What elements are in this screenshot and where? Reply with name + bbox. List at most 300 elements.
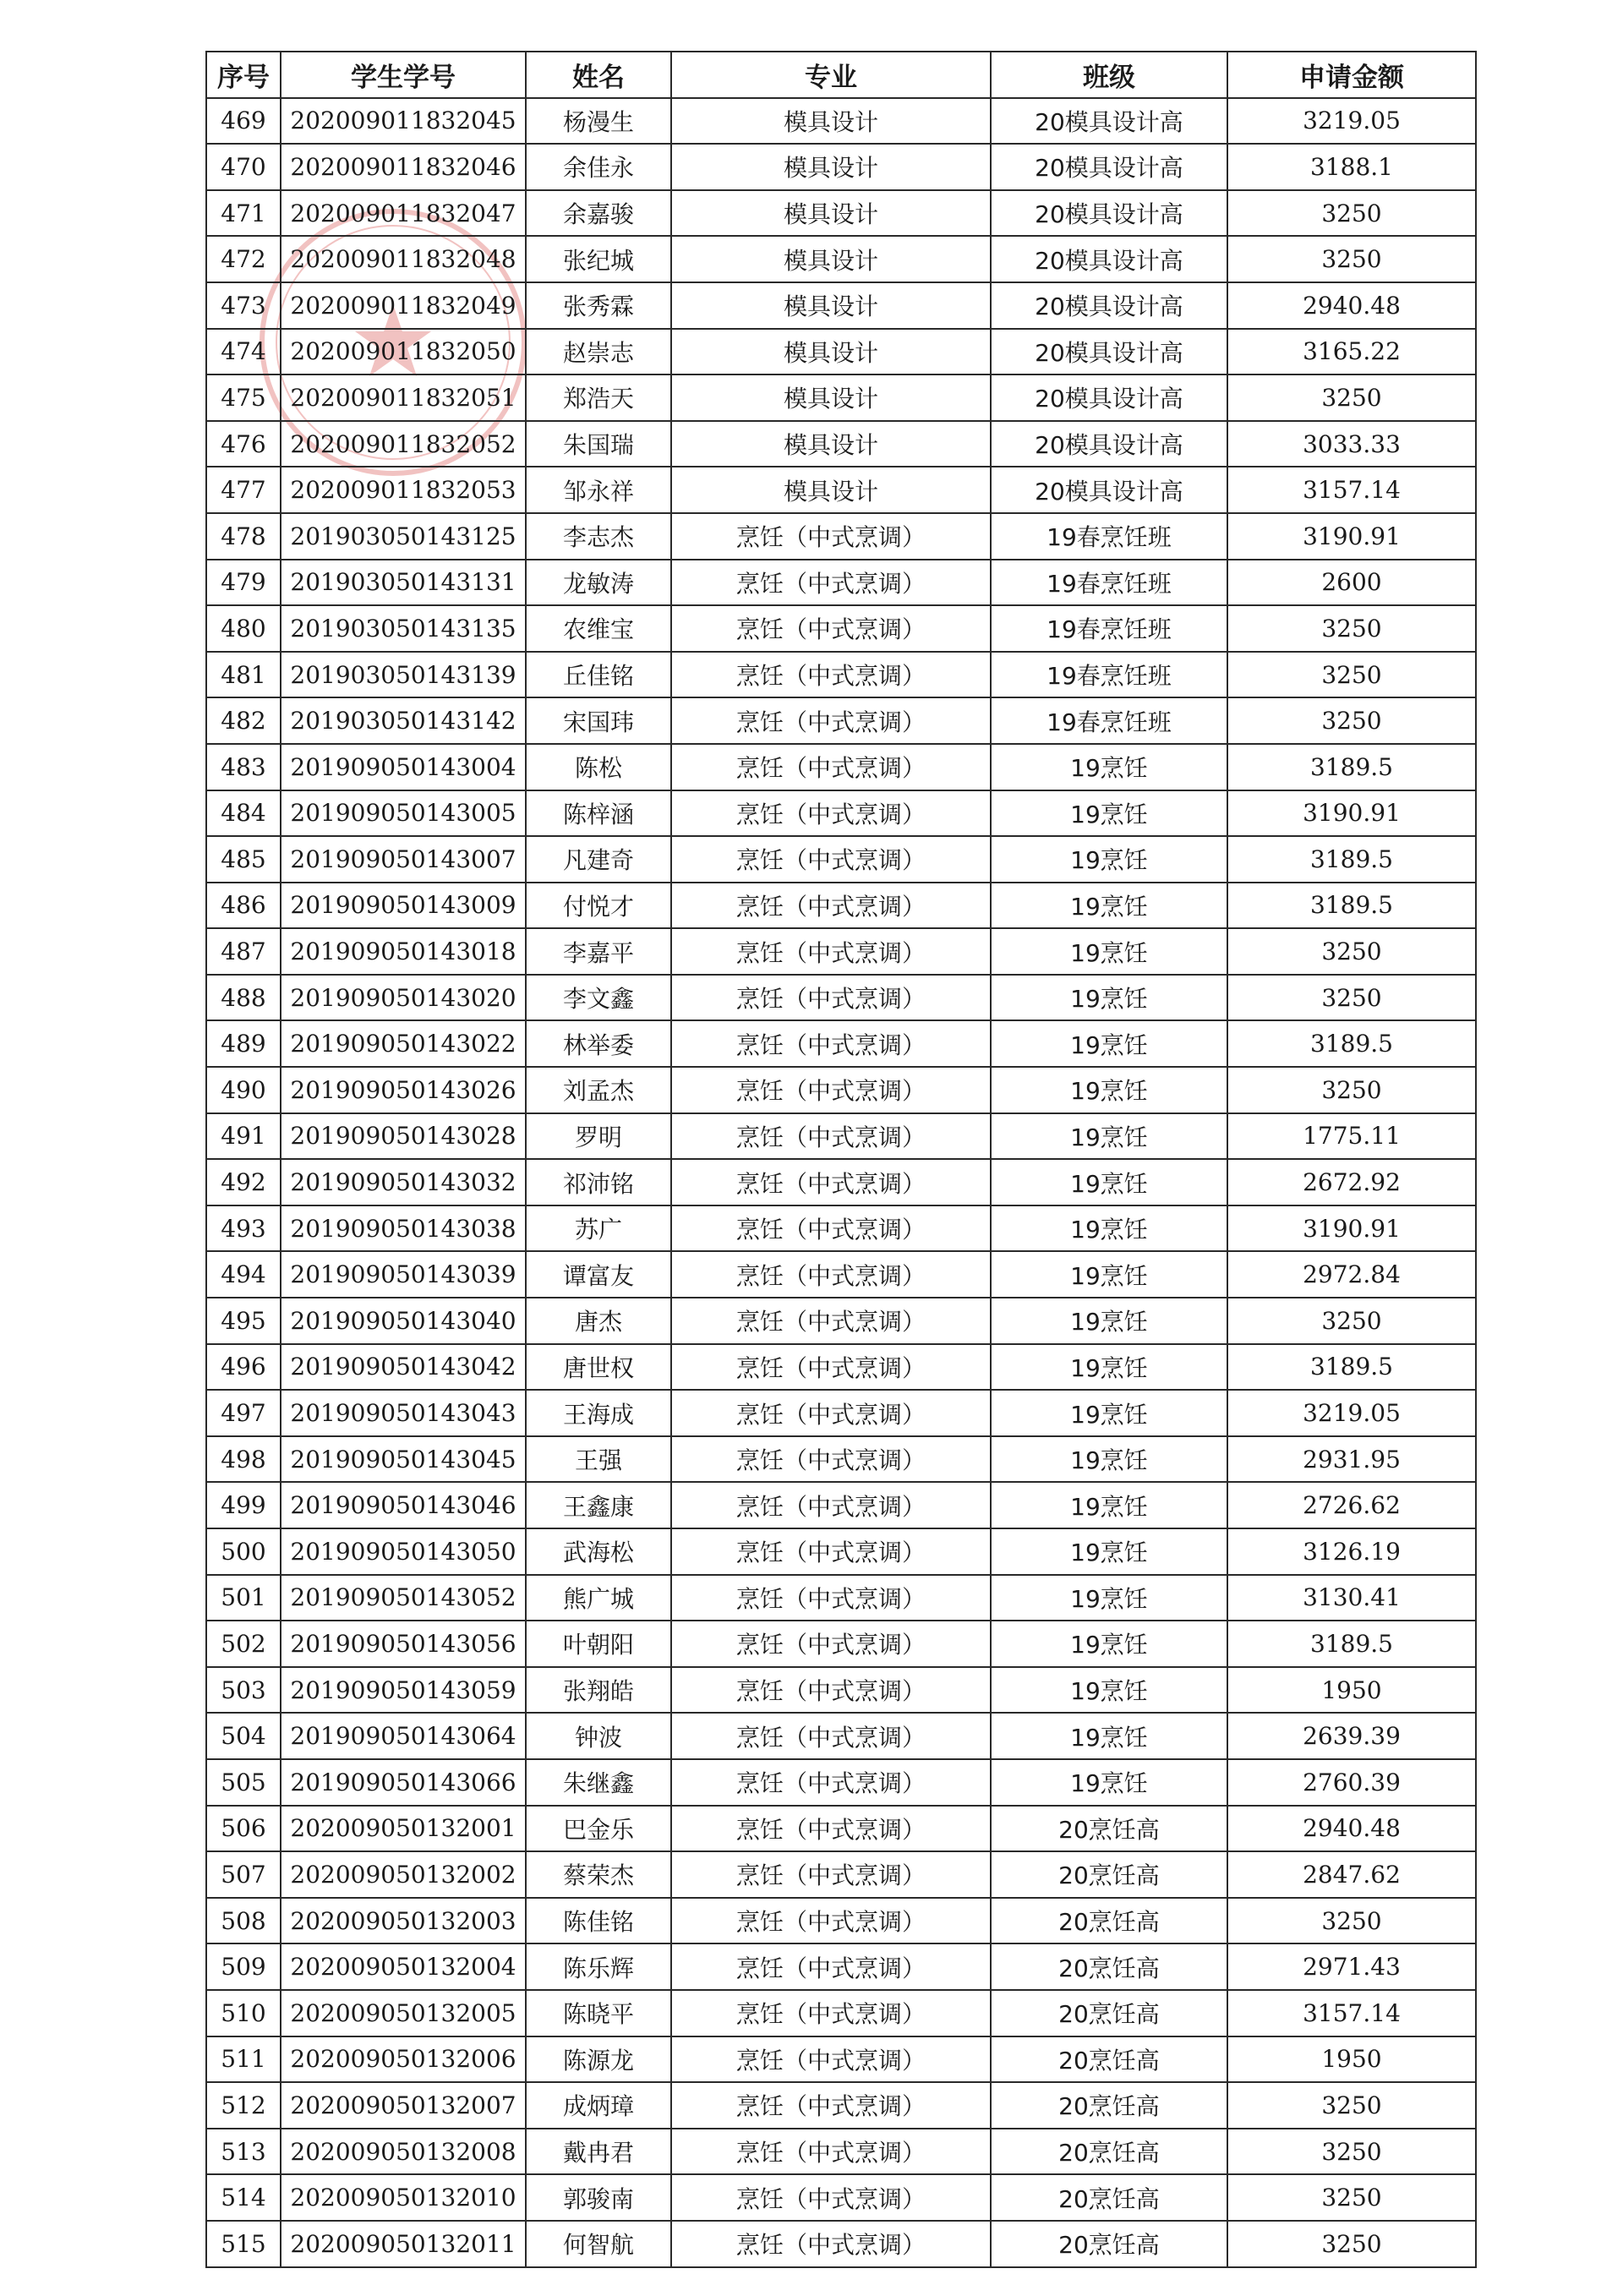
cell-student-id: 202009011832045 — [281, 98, 526, 145]
table-row — [206, 1298, 1476, 1344]
cell-class: 20烹饪高 — [991, 2129, 1227, 2175]
cell-class: 20烹饪高 — [991, 2174, 1227, 2221]
cell-seq: 487 — [206, 928, 281, 975]
cell-seq: 495 — [206, 1298, 281, 1344]
cell-seq: 477 — [206, 467, 281, 513]
cell-seq: 505 — [206, 1759, 281, 1806]
cell-major: 烹饪（中式烹调） — [671, 1067, 991, 1113]
cell-name: 何智航 — [526, 2221, 671, 2267]
cell-amount: 1950 — [1227, 1667, 1476, 1714]
cell-name: 谭富友 — [526, 1251, 671, 1298]
cell-major: 烹饪（中式烹调） — [671, 1898, 991, 1944]
cell-class: 19烹饪 — [991, 1205, 1227, 1252]
table-row — [206, 1575, 1476, 1621]
cell-seq: 491 — [206, 1113, 281, 1160]
cell-major: 烹饪（中式烹调） — [671, 1436, 991, 1483]
cell-class: 20模具设计高 — [991, 236, 1227, 282]
cell-seq: 496 — [206, 1344, 281, 1391]
cell-class: 19烹饪 — [991, 1390, 1227, 1436]
cell-name: 陈源龙 — [526, 2036, 671, 2083]
table-row — [206, 975, 1476, 1021]
cell-major: 烹饪（中式烹调） — [671, 790, 991, 837]
cell-major: 烹饪（中式烹调） — [671, 513, 991, 560]
table-row — [206, 1067, 1476, 1113]
cell-amount: 3033.33 — [1227, 421, 1476, 467]
cell-name: 罗明 — [526, 1113, 671, 1160]
cell-name: 唐世权 — [526, 1344, 671, 1391]
cell-student-id: 201909050143050 — [281, 1528, 526, 1575]
cell-class: 19烹饪 — [991, 1575, 1227, 1621]
cell-class: 19烹饪 — [991, 1621, 1227, 1667]
cell-major: 烹饪（中式烹调） — [671, 1621, 991, 1667]
cell-major: 烹饪（中式烹调） — [671, 2129, 991, 2175]
cell-student-id: 201909050143056 — [281, 1621, 526, 1667]
cell-amount: 3250 — [1227, 2129, 1476, 2175]
table-row — [206, 1898, 1476, 1944]
table-row — [206, 1020, 1476, 1067]
cell-class: 20模具设计高 — [991, 282, 1227, 329]
cell-name: 丘佳铭 — [526, 652, 671, 698]
cell-major: 模具设计 — [671, 421, 991, 467]
cell-seq: 474 — [206, 329, 281, 375]
cell-student-id: 202009011832047 — [281, 190, 526, 237]
cell-seq: 499 — [206, 1482, 281, 1528]
cell-student-id: 201909050143028 — [281, 1113, 526, 1160]
cell-major: 模具设计 — [671, 329, 991, 375]
cell-student-id: 201909050143042 — [281, 1344, 526, 1391]
cell-class: 19烹饪 — [991, 1067, 1227, 1113]
cell-major: 烹饪（中式烹调） — [671, 2082, 991, 2129]
cell-seq: 478 — [206, 513, 281, 560]
cell-class: 20模具设计高 — [991, 98, 1227, 145]
cell-class: 20模具设计高 — [991, 190, 1227, 237]
cell-major: 烹饪（中式烹调） — [671, 1943, 991, 1990]
table-row — [206, 928, 1476, 975]
table-row — [206, 836, 1476, 883]
table-row — [206, 1436, 1476, 1483]
cell-amount: 3190.91 — [1227, 513, 1476, 560]
cell-class: 19春烹饪班 — [991, 697, 1227, 744]
table-row — [206, 1851, 1476, 1898]
cell-student-id: 201909050143059 — [281, 1667, 526, 1714]
cell-class: 19烹饪 — [991, 1436, 1227, 1483]
cell-class: 19烹饪 — [991, 883, 1227, 929]
cell-class: 20烹饪高 — [991, 2036, 1227, 2083]
cell-student-id: 202009050132003 — [281, 1898, 526, 1944]
cell-student-id: 201903050143139 — [281, 652, 526, 698]
cell-name: 陈梓涵 — [526, 790, 671, 837]
cell-amount: 3189.5 — [1227, 883, 1476, 929]
cell-amount: 3250 — [1227, 975, 1476, 1021]
cell-seq: 484 — [206, 790, 281, 837]
cell-amount: 3250 — [1227, 605, 1476, 652]
cell-seq: 471 — [206, 190, 281, 237]
cell-name: 戴冉君 — [526, 2129, 671, 2175]
cell-major: 烹饪（中式烹调） — [671, 1713, 991, 1759]
cell-student-id: 202009050132011 — [281, 2221, 526, 2267]
cell-major: 烹饪（中式烹调） — [671, 1851, 991, 1898]
table-body — [206, 98, 1476, 2267]
table-row — [206, 1943, 1476, 1990]
cell-major: 烹饪（中式烹调） — [671, 2174, 991, 2221]
header-student-id: 学生学号 — [281, 52, 526, 98]
cell-seq: 503 — [206, 1667, 281, 1714]
cell-name: 苏广 — [526, 1205, 671, 1252]
cell-seq: 500 — [206, 1528, 281, 1575]
cell-amount: 3250 — [1227, 2221, 1476, 2267]
cell-major: 烹饪（中式烹调） — [671, 1298, 991, 1344]
cell-seq: 475 — [206, 374, 281, 421]
cell-class: 20模具设计高 — [991, 421, 1227, 467]
cell-major: 烹饪（中式烹调） — [671, 928, 991, 975]
cell-class: 19烹饪 — [991, 1713, 1227, 1759]
cell-amount: 3250 — [1227, 928, 1476, 975]
cell-name: 武海松 — [526, 1528, 671, 1575]
cell-student-id: 201909050143026 — [281, 1067, 526, 1113]
cell-class: 19春烹饪班 — [991, 605, 1227, 652]
cell-class: 19烹饪 — [991, 1251, 1227, 1298]
table-row — [206, 374, 1476, 421]
cell-name: 朱国瑞 — [526, 421, 671, 467]
cell-seq: 486 — [206, 883, 281, 929]
cell-class: 19烹饪 — [991, 1159, 1227, 1205]
cell-student-id: 201909050143045 — [281, 1436, 526, 1483]
cell-name: 郑浩天 — [526, 374, 671, 421]
cell-major: 烹饪（中式烹调） — [671, 1251, 991, 1298]
table-row — [206, 144, 1476, 190]
cell-amount: 3188.1 — [1227, 144, 1476, 190]
cell-name: 余嘉骏 — [526, 190, 671, 237]
cell-major: 模具设计 — [671, 282, 991, 329]
cell-student-id: 202009050132002 — [281, 1851, 526, 1898]
cell-class: 20烹饪高 — [991, 1943, 1227, 1990]
cell-seq: 481 — [206, 652, 281, 698]
cell-class: 19烹饪 — [991, 928, 1227, 975]
header-name: 姓名 — [526, 52, 671, 98]
cell-student-id: 202009011832048 — [281, 236, 526, 282]
cell-amount: 3250 — [1227, 236, 1476, 282]
cell-seq: 508 — [206, 1898, 281, 1944]
cell-seq: 485 — [206, 836, 281, 883]
table-row — [206, 605, 1476, 652]
cell-name: 农维宝 — [526, 605, 671, 652]
cell-seq: 506 — [206, 1806, 281, 1852]
cell-student-id: 202009011832046 — [281, 144, 526, 190]
cell-major: 烹饪（中式烹调） — [671, 1528, 991, 1575]
cell-major: 烹饪（中式烹调） — [671, 1390, 991, 1436]
cell-amount: 2847.62 — [1227, 1851, 1476, 1898]
cell-major: 烹饪（中式烹调） — [671, 1667, 991, 1714]
table-row — [206, 2221, 1476, 2267]
cell-name: 邹永祥 — [526, 467, 671, 513]
cell-amount: 3126.19 — [1227, 1528, 1476, 1575]
cell-student-id: 201909050143066 — [281, 1759, 526, 1806]
table-row — [206, 329, 1476, 375]
cell-amount: 2971.43 — [1227, 1943, 1476, 1990]
cell-student-id: 201909050143007 — [281, 836, 526, 883]
header-class: 班级 — [991, 52, 1227, 98]
cell-class: 20烹饪高 — [991, 1898, 1227, 1944]
cell-major: 烹饪（中式烹调） — [671, 1113, 991, 1160]
cell-student-id: 201909050143043 — [281, 1390, 526, 1436]
table-row — [206, 697, 1476, 744]
cell-student-id: 202009050132005 — [281, 1990, 526, 2036]
cell-major: 模具设计 — [671, 190, 991, 237]
cell-major: 烹饪（中式烹调） — [671, 975, 991, 1021]
cell-student-id: 201909050143046 — [281, 1482, 526, 1528]
cell-name: 付悦才 — [526, 883, 671, 929]
cell-class: 19春烹饪班 — [991, 513, 1227, 560]
cell-amount: 3130.41 — [1227, 1575, 1476, 1621]
cell-major: 烹饪（中式烹调） — [671, 652, 991, 698]
cell-amount: 3250 — [1227, 190, 1476, 237]
cell-student-id: 201903050143135 — [281, 605, 526, 652]
table-row — [206, 790, 1476, 837]
cell-amount: 3250 — [1227, 2082, 1476, 2129]
cell-major: 烹饪（中式烹调） — [671, 1344, 991, 1391]
cell-major: 烹饪（中式烹调） — [671, 560, 991, 606]
cell-class: 19烹饪 — [991, 1759, 1227, 1806]
cell-amount: 3219.05 — [1227, 98, 1476, 145]
cell-name: 王强 — [526, 1436, 671, 1483]
cell-class: 19烹饪 — [991, 744, 1227, 790]
cell-name: 郭骏南 — [526, 2174, 671, 2221]
cell-name: 凡建奇 — [526, 836, 671, 883]
cell-amount: 3190.91 — [1227, 1205, 1476, 1252]
cell-class: 19烹饪 — [991, 1528, 1227, 1575]
cell-amount: 3165.22 — [1227, 329, 1476, 375]
cell-class: 20模具设计高 — [991, 374, 1227, 421]
cell-major: 烹饪（中式烹调） — [671, 1205, 991, 1252]
cell-seq: 480 — [206, 605, 281, 652]
cell-name: 林举委 — [526, 1020, 671, 1067]
cell-name: 王鑫康 — [526, 1482, 671, 1528]
cell-seq: 513 — [206, 2129, 281, 2175]
cell-seq: 473 — [206, 282, 281, 329]
cell-student-id: 202009011832049 — [281, 282, 526, 329]
table-row — [206, 2082, 1476, 2129]
cell-seq: 507 — [206, 1851, 281, 1898]
cell-name: 杨漫生 — [526, 98, 671, 145]
cell-name: 张纪城 — [526, 236, 671, 282]
cell-student-id: 201909050143005 — [281, 790, 526, 837]
cell-amount: 3189.5 — [1227, 836, 1476, 883]
cell-name: 李志杰 — [526, 513, 671, 560]
cell-seq: 494 — [206, 1251, 281, 1298]
cell-seq: 492 — [206, 1159, 281, 1205]
cell-seq: 514 — [206, 2174, 281, 2221]
cell-student-id: 201909050143022 — [281, 1020, 526, 1067]
cell-name: 赵崇志 — [526, 329, 671, 375]
cell-class: 20烹饪高 — [991, 1990, 1227, 2036]
cell-amount: 3250 — [1227, 2174, 1476, 2221]
cell-major: 烹饪（中式烹调） — [671, 1759, 991, 1806]
cell-name: 熊广城 — [526, 1575, 671, 1621]
cell-seq: 501 — [206, 1575, 281, 1621]
cell-major: 模具设计 — [671, 236, 991, 282]
cell-seq: 472 — [206, 236, 281, 282]
table-row — [206, 652, 1476, 698]
cell-amount: 3219.05 — [1227, 1390, 1476, 1436]
cell-name: 巴金乐 — [526, 1806, 671, 1852]
cell-amount: 3189.5 — [1227, 1020, 1476, 1067]
table-row — [206, 1713, 1476, 1759]
cell-class: 20烹饪高 — [991, 1806, 1227, 1852]
table-row — [206, 190, 1476, 237]
cell-major: 烹饪（中式烹调） — [671, 605, 991, 652]
cell-class: 20模具设计高 — [991, 144, 1227, 190]
table-row — [206, 2174, 1476, 2221]
cell-class: 19烹饪 — [991, 1113, 1227, 1160]
cell-class: 19烹饪 — [991, 1667, 1227, 1714]
cell-student-id: 201909050143032 — [281, 1159, 526, 1205]
cell-student-id: 202009050132010 — [281, 2174, 526, 2221]
cell-amount: 1775.11 — [1227, 1113, 1476, 1160]
cell-name: 王海成 — [526, 1390, 671, 1436]
cell-name: 陈松 — [526, 744, 671, 790]
cell-major: 烹饪（中式烹调） — [671, 2036, 991, 2083]
cell-major: 烹饪（中式烹调） — [671, 1020, 991, 1067]
table-row — [206, 1621, 1476, 1667]
cell-class: 19烹饪 — [991, 790, 1227, 837]
cell-seq: 498 — [206, 1436, 281, 1483]
cell-major: 烹饪（中式烹调） — [671, 744, 991, 790]
table-row — [206, 98, 1476, 145]
header-amount: 申请金额 — [1227, 52, 1476, 98]
cell-amount: 3250 — [1227, 697, 1476, 744]
cell-major: 烹饪（中式烹调） — [671, 1806, 991, 1852]
cell-student-id: 201909050143020 — [281, 975, 526, 1021]
cell-seq: 490 — [206, 1067, 281, 1113]
table-row — [206, 282, 1476, 329]
table-row — [206, 513, 1476, 560]
cell-seq: 493 — [206, 1205, 281, 1252]
cell-amount: 3189.5 — [1227, 744, 1476, 790]
cell-class: 20模具设计高 — [991, 467, 1227, 513]
cell-student-id: 202009050132006 — [281, 2036, 526, 2083]
cell-class: 19春烹饪班 — [991, 560, 1227, 606]
table-row — [206, 2129, 1476, 2175]
cell-seq: 497 — [206, 1390, 281, 1436]
cell-amount: 3250 — [1227, 374, 1476, 421]
cell-major: 烹饪（中式烹调） — [671, 697, 991, 744]
cell-name: 成炳璋 — [526, 2082, 671, 2129]
cell-student-id: 202009050132007 — [281, 2082, 526, 2129]
cell-amount: 3190.91 — [1227, 790, 1476, 837]
cell-name: 陈乐辉 — [526, 1943, 671, 1990]
cell-seq: 476 — [206, 421, 281, 467]
cell-major: 模具设计 — [671, 144, 991, 190]
cell-student-id: 202009011832050 — [281, 329, 526, 375]
cell-student-id: 201909050143039 — [281, 1251, 526, 1298]
cell-student-id: 201909050143064 — [281, 1713, 526, 1759]
cell-amount: 2940.48 — [1227, 282, 1476, 329]
cell-name: 叶朝阳 — [526, 1621, 671, 1667]
cell-student-id: 202009050132008 — [281, 2129, 526, 2175]
cell-class: 20模具设计高 — [991, 329, 1227, 375]
subsidy-application-table — [205, 51, 1477, 2268]
cell-class: 19烹饪 — [991, 836, 1227, 883]
cell-name: 余佳永 — [526, 144, 671, 190]
cell-amount: 3157.14 — [1227, 467, 1476, 513]
table-row — [206, 1528, 1476, 1575]
cell-amount: 2972.84 — [1227, 1251, 1476, 1298]
cell-name: 朱继鑫 — [526, 1759, 671, 1806]
cell-seq: 511 — [206, 2036, 281, 2083]
cell-class: 20烹饪高 — [991, 2082, 1227, 2129]
cell-major: 烹饪（中式烹调） — [671, 836, 991, 883]
cell-major: 模具设计 — [671, 98, 991, 145]
cell-student-id: 202009050132004 — [281, 1943, 526, 1990]
table-row — [206, 560, 1476, 606]
table-header-row — [206, 52, 1476, 98]
cell-seq: 482 — [206, 697, 281, 744]
header-seq: 序号 — [206, 52, 281, 98]
table-row — [206, 1159, 1476, 1205]
cell-name: 龙敏涛 — [526, 560, 671, 606]
table-row — [206, 1482, 1476, 1528]
cell-name: 张翔皓 — [526, 1667, 671, 1714]
cell-class: 20烹饪高 — [991, 2221, 1227, 2267]
cell-seq: 509 — [206, 1943, 281, 1990]
cell-major: 模具设计 — [671, 467, 991, 513]
cell-amount: 2931.95 — [1227, 1436, 1476, 1483]
cell-seq: 479 — [206, 560, 281, 606]
cell-class: 19烹饪 — [991, 1344, 1227, 1391]
cell-student-id: 202009011832053 — [281, 467, 526, 513]
cell-major: 烹饪（中式烹调） — [671, 1482, 991, 1528]
cell-amount: 2760.39 — [1227, 1759, 1476, 1806]
cell-student-id: 201903050143125 — [281, 513, 526, 560]
cell-class: 19春烹饪班 — [991, 652, 1227, 698]
cell-student-id: 201909050143009 — [281, 883, 526, 929]
cell-name: 陈晓平 — [526, 1990, 671, 2036]
cell-amount: 2726.62 — [1227, 1482, 1476, 1528]
cell-seq: 470 — [206, 144, 281, 190]
cell-seq: 469 — [206, 98, 281, 145]
cell-major: 模具设计 — [671, 374, 991, 421]
cell-amount: 2639.39 — [1227, 1713, 1476, 1759]
table-row — [206, 1667, 1476, 1714]
cell-name: 钟波 — [526, 1713, 671, 1759]
cell-student-id: 202009050132001 — [281, 1806, 526, 1852]
cell-seq: 488 — [206, 975, 281, 1021]
table-row — [206, 421, 1476, 467]
table-row — [206, 1344, 1476, 1391]
table-row — [206, 467, 1476, 513]
cell-amount: 3189.5 — [1227, 1344, 1476, 1391]
cell-major: 烹饪（中式烹调） — [671, 883, 991, 929]
cell-amount: 3250 — [1227, 1898, 1476, 1944]
cell-seq: 515 — [206, 2221, 281, 2267]
cell-student-id: 202009011832051 — [281, 374, 526, 421]
cell-student-id: 201909050143038 — [281, 1205, 526, 1252]
table-row — [206, 744, 1476, 790]
cell-class: 20烹饪高 — [991, 1851, 1227, 1898]
cell-name: 陈佳铭 — [526, 1898, 671, 1944]
table-row — [206, 2036, 1476, 2083]
cell-amount: 2600 — [1227, 560, 1476, 606]
cell-name: 唐杰 — [526, 1298, 671, 1344]
cell-amount: 3250 — [1227, 1298, 1476, 1344]
cell-amount: 2672.92 — [1227, 1159, 1476, 1205]
cell-major: 烹饪（中式烹调） — [671, 2221, 991, 2267]
table-row — [206, 883, 1476, 929]
cell-seq: 510 — [206, 1990, 281, 2036]
header-major: 专业 — [671, 52, 991, 98]
cell-name: 李文鑫 — [526, 975, 671, 1021]
table-row — [206, 1806, 1476, 1852]
